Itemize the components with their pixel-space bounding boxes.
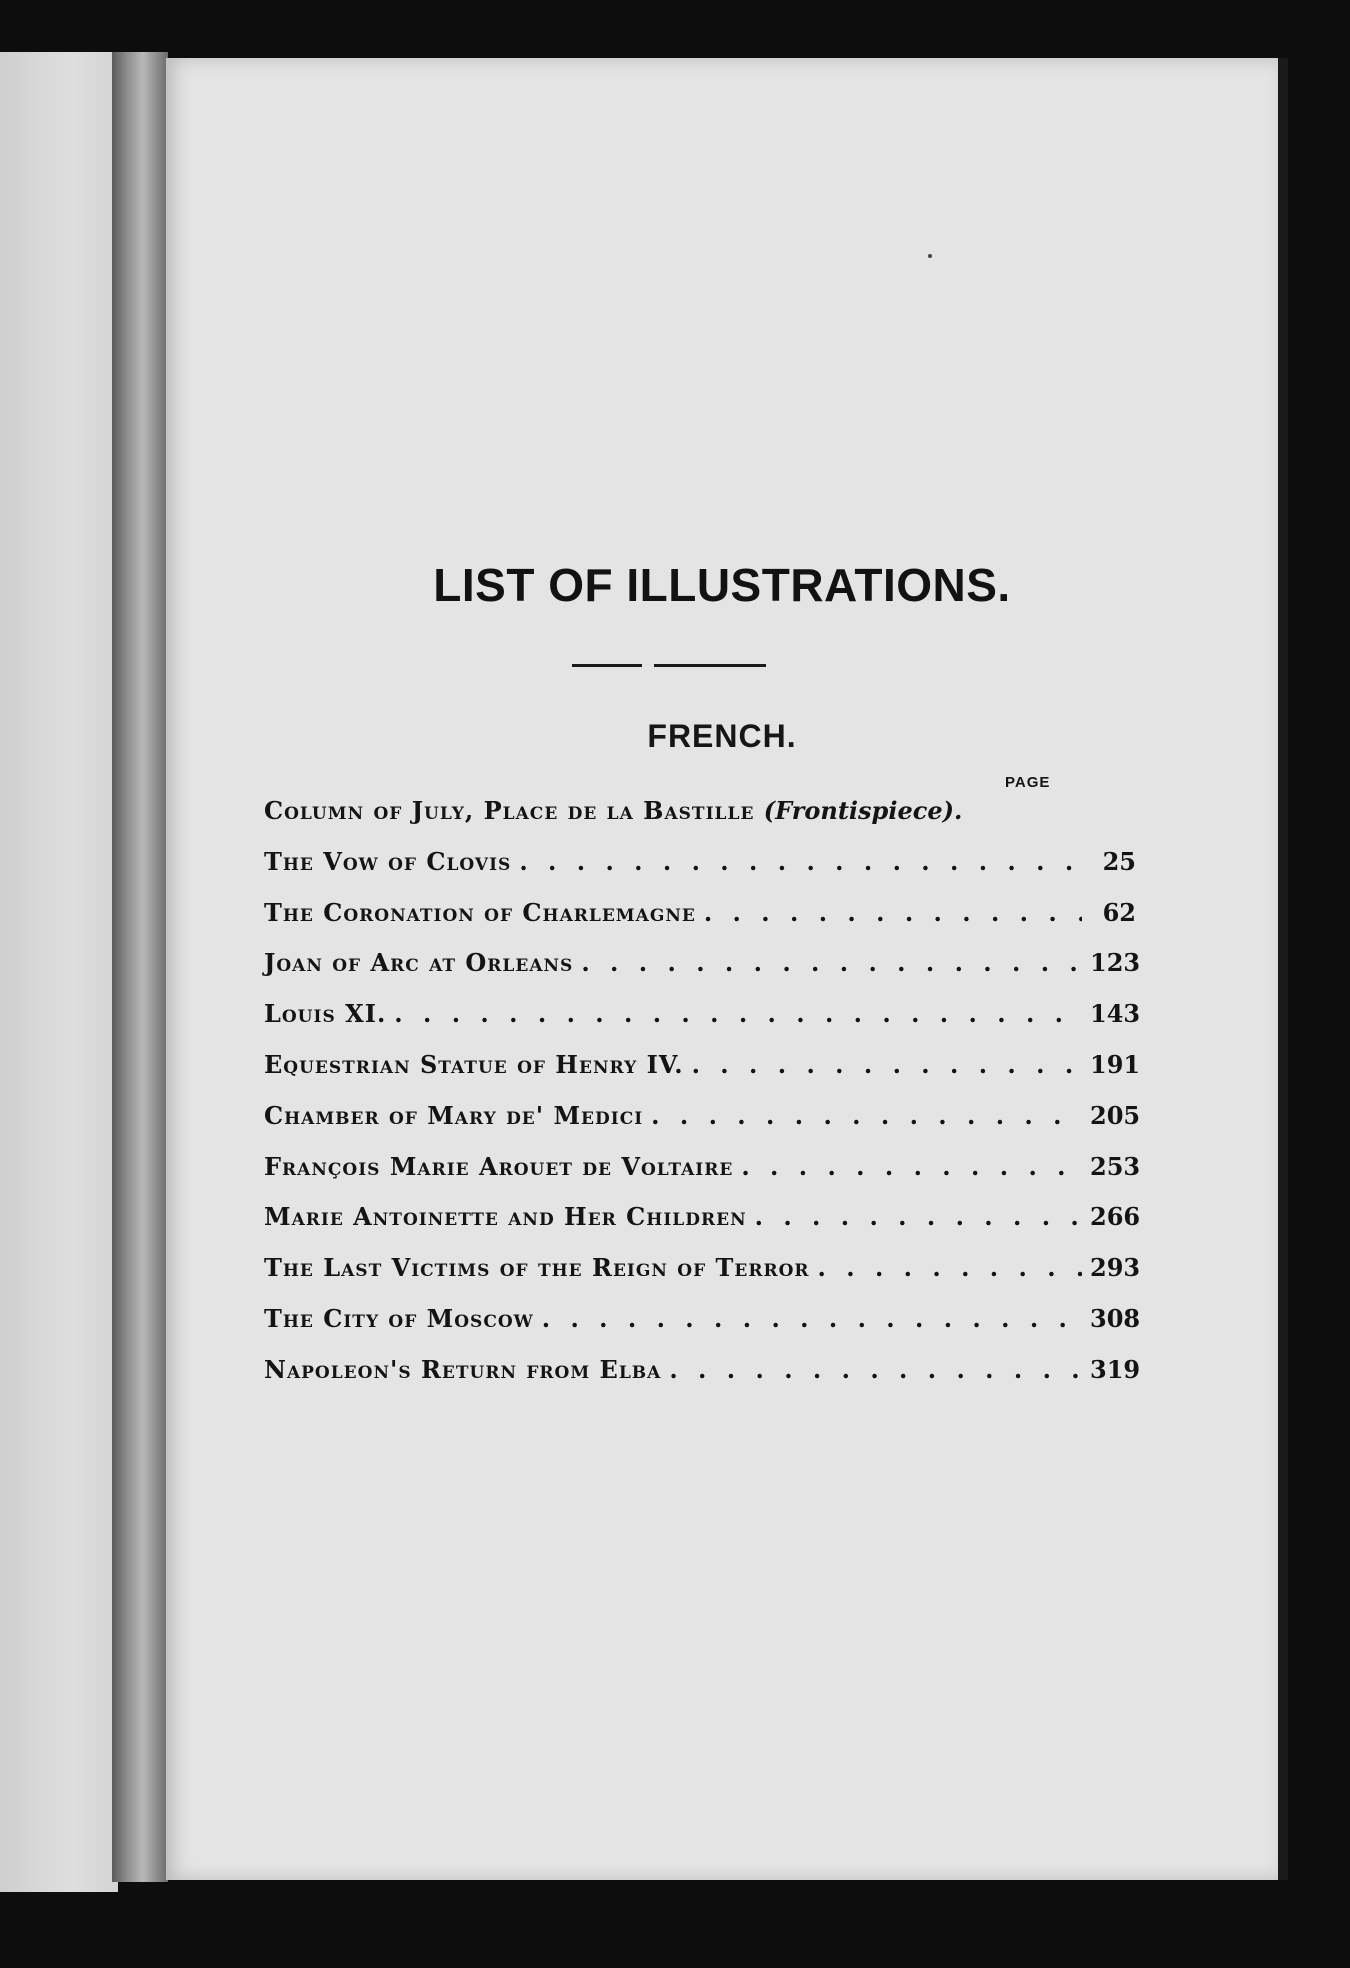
dot-leader (394, 999, 1082, 1028)
facing-page-edge (0, 52, 118, 1892)
dot-leader (542, 1304, 1082, 1333)
dot-leader (519, 847, 1082, 876)
page-number: 266 (1090, 1202, 1141, 1232)
page-number: 319 (1090, 1354, 1141, 1384)
list-item (264, 1100, 1141, 1152)
illustration-title: Chamber of Mary de' Medici (264, 1100, 644, 1130)
book-gutter (112, 52, 168, 1882)
dot-leader (692, 1050, 1082, 1079)
illustration-title: Marie Antoinette and Her Children (264, 1202, 747, 1232)
page-number: 308 (1090, 1303, 1141, 1333)
page-number: 25 (1102, 846, 1136, 876)
page-number: 62 (1102, 897, 1136, 927)
illustration-title: Louis XI. (264, 999, 387, 1029)
illustration-title: Column of July, Place de la Bastille (264, 796, 755, 825)
list-item (264, 847, 1136, 898)
illustration-title: The City of Moscow (264, 1303, 534, 1333)
list-item (264, 1253, 1141, 1304)
page-column-label: PAGE (1005, 774, 1051, 791)
illustration-note: (Frontispiece). (763, 796, 963, 825)
list-item (264, 1303, 1141, 1355)
dot-leader (704, 898, 1082, 927)
page-number: 143 (1090, 999, 1141, 1029)
title-rule-right (654, 664, 766, 667)
dot-leader (669, 1355, 1082, 1384)
title-rule-left (572, 664, 642, 667)
page-title: LIST OF ILLUSTRATIONS. (433, 559, 1011, 611)
illustration-title: Joan of Arc at Orleans (264, 948, 574, 978)
list-item (264, 1354, 1141, 1406)
page-number: 253 (1090, 1151, 1141, 1181)
page-number: 205 (1090, 1100, 1141, 1130)
dot-leader (755, 1202, 1082, 1231)
dot-leader (581, 948, 1082, 977)
page-number: 293 (1090, 1253, 1141, 1283)
illustration-title: The Coronation of Charlemagne (264, 897, 696, 927)
illustration-title: The Last Victims of the Reign of Terror (264, 1253, 810, 1283)
section-heading: FRENCH. (647, 718, 797, 754)
dot-leader (818, 1253, 1082, 1282)
dot-leader (741, 1152, 1082, 1181)
book-page (166, 58, 1278, 1880)
page-edge-shadow (1278, 58, 1288, 1880)
illustration-list (264, 796, 1141, 1406)
page-number: 123 (1090, 948, 1141, 978)
illustration-title: François Marie Arouet de Voltaire (264, 1151, 734, 1181)
list-item (264, 1049, 1141, 1101)
list-item (264, 948, 1141, 999)
list-item (264, 898, 1136, 949)
illustration-title: Napoleon's Return from Elba (264, 1354, 662, 1384)
list-item (264, 1151, 1141, 1203)
page-number: 191 (1090, 1049, 1141, 1079)
illustration-title: The Vow of Clovis (264, 846, 512, 876)
dot-leader (651, 1101, 1082, 1130)
list-item (264, 796, 1136, 847)
paper-speck (928, 254, 932, 258)
list-item (264, 999, 1141, 1050)
illustration-title: Equestrian Statue of Henry IV. (264, 1049, 684, 1079)
list-item (264, 1202, 1141, 1253)
